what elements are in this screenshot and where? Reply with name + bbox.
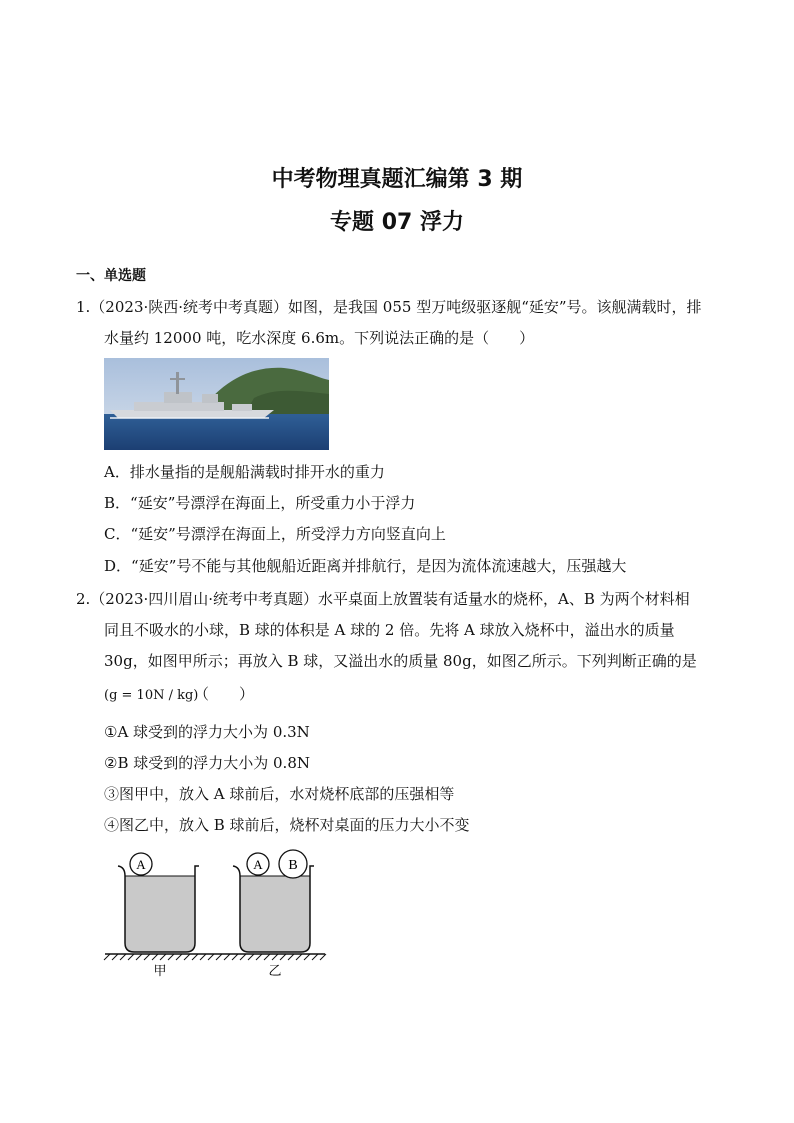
document-title: 中考物理真题汇编第 3 期 bbox=[271, 167, 523, 192]
q2-statement-2: ②B 球受到的浮力大小为 0.8N bbox=[104, 754, 310, 772]
ball-a-label-yi: A bbox=[253, 857, 263, 872]
q1-option-d: D．“延安”号不能与其他舰船近距离并排航行，是因为流体流速越大，压强越大 bbox=[104, 557, 627, 575]
q1-stem-line-2: 水量约 12000 吨，吃水深度 6.6m。下列说法正确的是（ ） bbox=[104, 329, 535, 347]
figure-label-jia: 甲 bbox=[153, 964, 167, 979]
figure-label-yi: 乙 bbox=[268, 964, 282, 979]
q2-stem-line-3: 30g，如图甲所示；再放入 B 球，又溢出水的质量 80g，如图乙所示。下列判断正确的是 bbox=[104, 652, 697, 670]
q2-answer-paren: （ ） bbox=[194, 685, 255, 703]
beaker-jia bbox=[118, 866, 199, 952]
q1-option-a: A．排水量指的是舰船满载时排开水的重力 bbox=[104, 463, 385, 481]
q1-option-c: C．“延安”号漂浮在海面上，所受浮力方向竖直向上 bbox=[104, 525, 446, 543]
destroyer-photo bbox=[104, 358, 329, 450]
q2-statement-4: ④图乙中，放入 B 球前后，烧杯对桌面的压力大小不变 bbox=[104, 816, 470, 834]
ball-a-label-jia: A bbox=[136, 857, 146, 872]
beaker-figure bbox=[100, 848, 330, 983]
q2-gravity-formula: (g = 10N / kg) bbox=[104, 688, 199, 703]
q1-stem-line-1: 1.（2023·陕西·统考中考真题）如图，是我国 055 型万吨级驱逐舰“延安”号。该舰满载时，排 bbox=[76, 298, 702, 316]
document-subtitle: 专题 07 浮力 bbox=[330, 210, 464, 235]
section-heading: 一、单选题 bbox=[76, 268, 146, 284]
q2-stem-line-2: 同且不吸水的小球，B 球的体积是 A 球的 2 倍。先将 A 球放入烧杯中，溢出水的质量 bbox=[104, 621, 675, 639]
q2-stem-line-1: 2.（2023·四川眉山·统考中考真题）水平桌面上放置装有适量水的烧杯，A、B 为两个材料相 bbox=[76, 590, 690, 608]
beaker-yi bbox=[233, 866, 314, 952]
ball-b-label: B bbox=[288, 858, 298, 873]
q2-statement-3: ③图甲中，放入 A 球前后，水对烧杯底部的压强相等 bbox=[104, 785, 455, 803]
q1-option-b: B．“延安”号漂浮在海面上，所受重力小于浮力 bbox=[104, 494, 416, 512]
q2-statement-1: ①A 球受到的浮力大小为 0.3N bbox=[104, 723, 310, 741]
